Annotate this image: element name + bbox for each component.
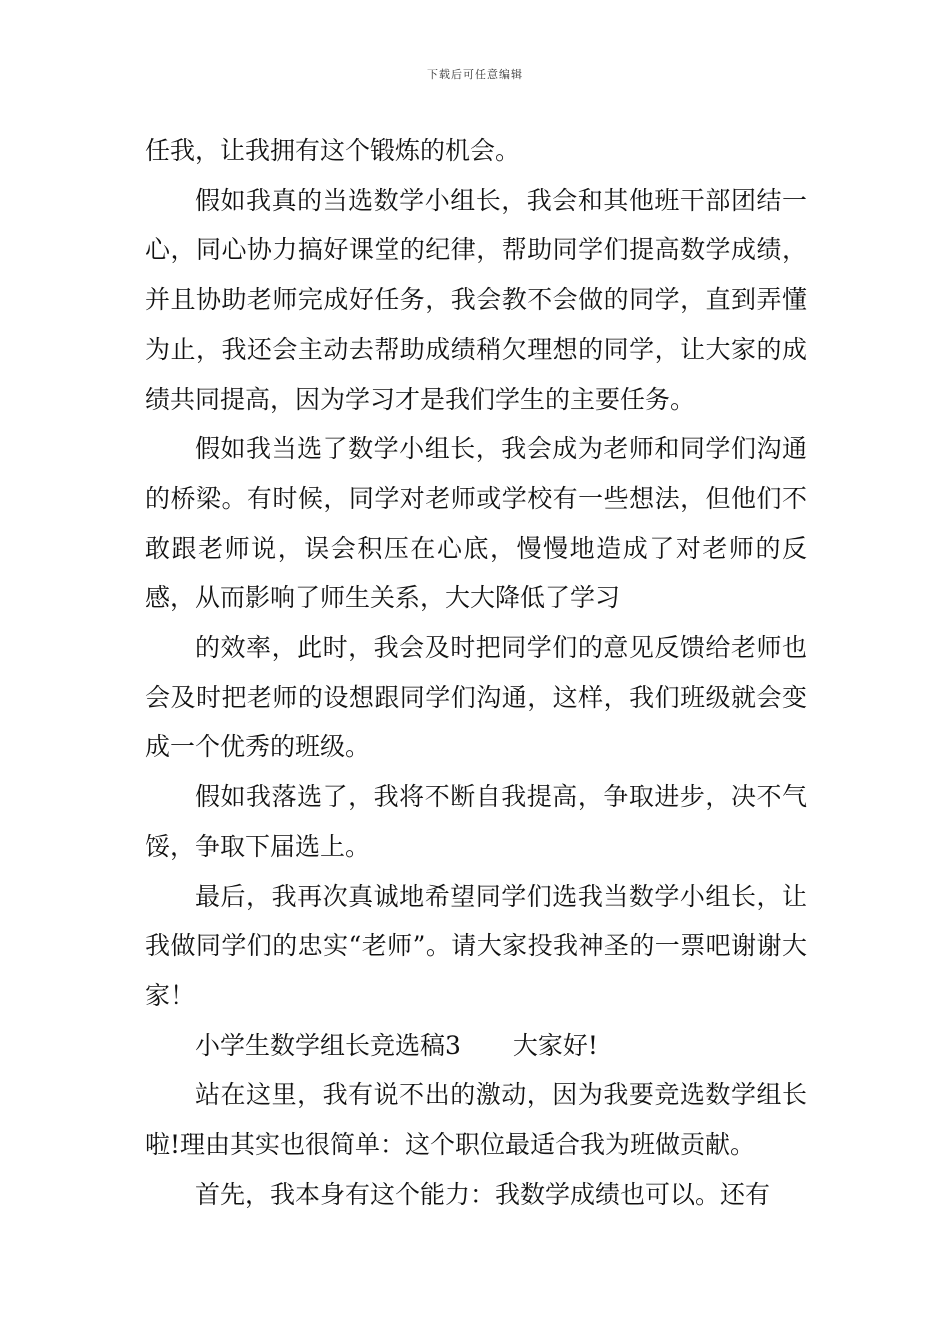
paragraph-1: 任我，让我拥有这个锻炼的机会。: [145, 136, 521, 165]
paragraph-7: 站在这里，我有说不出的激动，因为我要竞选数学组长啦!理由其实也很简单：这个职位最适合我为班做贡献。: [145, 1080, 807, 1160]
paragraph-2: 假如我真的当选数学小组长，我会和其他班干部团结一心，同心协力搞好课堂的纪律，帮助同学们提高数学成绩，并且协助老师完成好任务，我会教不会做的同学，直到弄懂为止，我还会主动去帮助成绩稍欠理想的同学，让大家的成绩共同提高，因为学习才是我们学生的主要任务。: [145, 185, 807, 414]
paragraph-8: 首先，我本身有这个能力：我数学成绩也可以。还有: [195, 1179, 771, 1209]
section-greeting: 大家好!: [512, 1030, 598, 1060]
section-heading: [145, 1021, 807, 1071]
paragraph-6: 最后，我再次真诚地希望同学们选我当数学小组长，让我做同学们的忠实“老师”。请大家投我神圣的一票吧谢谢大家！: [145, 881, 807, 1010]
paragraph-5: 假如我落选了，我将不断自我提高，争取进步，决不气馁，争取下届选上。: [145, 782, 807, 861]
paragraph-3: 假如我当选了数学小组长，我会成为老师和同学们沟通的桥梁。有时候，同学对老师或学校有一些想法，但他们不敢跟老师说，误会积压在心底，慢慢地造成了对老师的反感，从而影响了师生关系，大大降低了学习: [145, 434, 807, 613]
page-header-note: 下载后可任意编辑: [427, 68, 523, 81]
section-title: 小学生数学组长竞选稿3: [195, 1030, 461, 1060]
document-body: [145, 126, 807, 1219]
paragraph-4: 的效率，此时，我会及时把同学们的意见反馈给老师也会及时把老师的设想跟同学们沟通，这样，我们班级就会变成一个优秀的班级。: [145, 633, 807, 762]
